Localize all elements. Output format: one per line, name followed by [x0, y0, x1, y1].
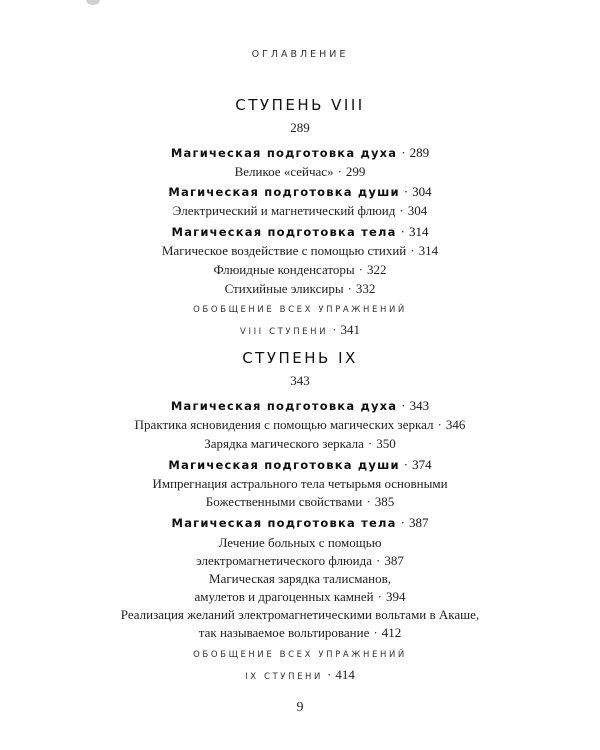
separator-dot: ·: [358, 262, 363, 277]
section-page: 387: [408, 515, 429, 530]
summary-label: VIII СТУПЕНИ: [240, 327, 329, 337]
item-page: 350: [376, 436, 396, 451]
section-entry: [0, 225, 600, 239]
item-text: Электрический и магнетический флюид: [172, 203, 396, 218]
toc-item: [0, 204, 600, 217]
separator-dot: ·: [437, 417, 442, 432]
section-page: 343: [409, 398, 430, 413]
toc-item: [0, 263, 600, 276]
toc-item: [0, 244, 600, 257]
item-page: 412: [381, 625, 402, 640]
section-page: 289: [409, 145, 430, 160]
separator-dot: ·: [401, 145, 406, 160]
item-text: Стихийные эликсиры: [224, 281, 344, 296]
item-text: Зарядка магического зеркала: [204, 436, 364, 451]
section-entry: [0, 458, 600, 472]
section-page: 304: [412, 184, 432, 199]
item-page: 387: [384, 553, 404, 568]
toc-item-line-1: Импрегнация астрального тела четырьмя основными: [152, 476, 448, 491]
section-title: Магическая подготовка духа: [170, 399, 398, 413]
separator-dot: ·: [403, 457, 409, 472]
item-page: 299: [345, 164, 366, 179]
toc-item: [0, 437, 600, 450]
toc-item-line-1: Лечение больных с помощью: [218, 535, 382, 550]
item-text: так называемое вольтирование: [198, 625, 370, 640]
toc-item: [0, 282, 600, 295]
item-text: Практика ясновидения с помощью магических зеркал: [134, 417, 434, 432]
section-entry: [0, 399, 600, 413]
toc-item-line-2: [0, 590, 600, 603]
section-title: Магическая подготовка души: [168, 185, 400, 199]
section-title: Магическая подготовка тела: [171, 516, 397, 530]
separator-dot: ·: [337, 164, 342, 179]
toc-heading: ОГЛАВЛЕНИЕ: [251, 49, 349, 60]
item-text: Великое «сейчас»: [234, 164, 334, 179]
item-page: 322: [367, 262, 387, 277]
summary-page: 341: [340, 322, 360, 337]
scan-artifact: [86, 0, 100, 5]
item-text: электромагнетического флюида: [196, 553, 373, 568]
item-text: амулетов и драгоценных камней: [194, 589, 374, 604]
summary-line-1: ОБОБЩЕНИЕ ВСЕХ УПРАЖНЕНИЙ: [193, 650, 407, 660]
separator-dot: ·: [401, 398, 406, 413]
summary-line-2: [0, 323, 600, 337]
summary-page: 414: [335, 667, 355, 682]
separator-dot: ·: [367, 436, 373, 451]
toc-item-line-2: [0, 554, 600, 567]
item-text: Магическое воздействие с помощью стихий: [161, 243, 407, 258]
item-page: 385: [374, 494, 395, 509]
summary-line-1: ОБОБЩЕНИЕ ВСЕХ УПРАЖНЕНИЙ: [193, 305, 407, 315]
section-title: Магическая подготовка тела: [171, 225, 397, 239]
item-text: Божественными свойствами: [205, 494, 363, 509]
separator-dot: ·: [327, 667, 332, 682]
separator-dot: ·: [400, 515, 405, 530]
separator-dot: ·: [410, 243, 415, 258]
item-page: 394: [385, 589, 406, 604]
stage-title: СТУПЕНЬ VIII: [235, 96, 365, 114]
section-entry: [0, 516, 600, 530]
toc-item-line-2: [0, 626, 600, 639]
section-page: 314: [408, 224, 429, 239]
stage-page: 289: [290, 120, 310, 135]
toc-item: [0, 165, 600, 178]
separator-dot: ·: [376, 553, 381, 568]
separator-dot: ·: [347, 281, 352, 296]
item-page: 346: [445, 417, 466, 432]
item-page: 332: [355, 281, 376, 296]
separator-dot: ·: [332, 322, 337, 337]
separator-dot: ·: [377, 589, 382, 604]
item-text: Флюидные конденсаторы: [213, 262, 355, 277]
item-page: 314: [418, 243, 439, 258]
section-page: 374: [412, 457, 432, 472]
section-title: Магическая подготовка духа: [170, 146, 398, 160]
section-entry: [0, 185, 600, 199]
separator-dot: ·: [403, 184, 409, 199]
summary-label: IX СТУПЕНИ: [245, 672, 323, 682]
stage-page: 343: [290, 373, 310, 388]
stage-title: СТУПЕНЬ IX: [242, 349, 358, 367]
toc-item-line-2: [0, 495, 600, 508]
page-number: 9: [296, 700, 304, 715]
toc-item-line-1: Реализация желаний электромагнетическими вольтами в Акаше,: [120, 607, 480, 622]
toc-item: [0, 418, 600, 431]
summary-line-2: [0, 668, 600, 682]
toc-item-line-1: Магическая зарядка талисманов,: [209, 571, 391, 586]
separator-dot: ·: [366, 494, 371, 509]
separator-dot: ·: [400, 224, 405, 239]
separator-dot: ·: [399, 203, 404, 218]
item-page: 304: [407, 203, 428, 218]
section-title: Магическая подготовка души: [168, 458, 400, 472]
section-entry: [0, 146, 600, 160]
separator-dot: ·: [373, 625, 378, 640]
